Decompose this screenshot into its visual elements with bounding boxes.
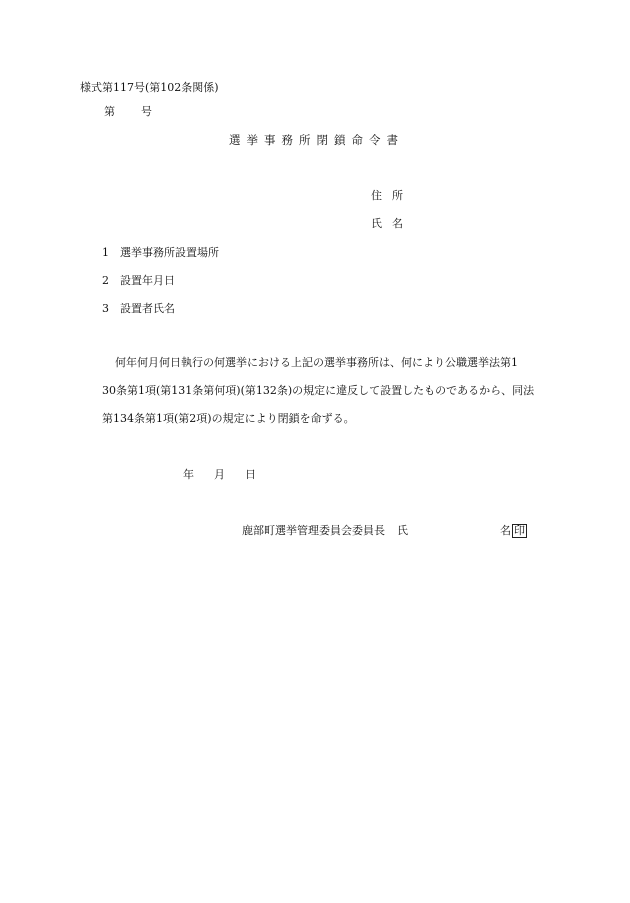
signer-organization: 鹿部町選挙管理委員会委員長 — [242, 524, 385, 537]
item-founder-name — [102, 302, 175, 316]
body-line-2: 30条第1項(第131条第何項)(第132条)の規定に違反して設置したものであるから、同法 — [102, 384, 535, 397]
item-office-location — [102, 246, 219, 260]
item-established-date — [102, 274, 175, 288]
signer-name-label-a: 氏 — [397, 524, 408, 537]
address-char-1: 住 — [371, 189, 382, 202]
name-char-1: 氏 — [371, 217, 382, 230]
item-number: 3 — [102, 302, 109, 315]
form-number: 様式第117号(第102条関係) — [80, 81, 219, 94]
signer-name-seal — [500, 524, 527, 538]
item-label: 設置年月日 — [120, 274, 175, 287]
name-char-2: 名 — [392, 217, 403, 230]
doc-number-prefix: 第 — [104, 105, 115, 118]
signer-line — [242, 524, 408, 538]
item-number: 1 — [102, 246, 109, 259]
date-year: 年 — [183, 468, 194, 481]
body-line-3: 第134条第1項(第2項)の規定により閉鎖を命ずる。 — [102, 412, 355, 425]
signer-name-label-b: 名 — [500, 524, 511, 537]
document-number — [104, 105, 152, 119]
seal-mark: 印 — [514, 524, 525, 537]
recipient-address-label — [371, 189, 403, 203]
item-label: 設置者氏名 — [120, 302, 175, 315]
date-month: 月 — [214, 468, 225, 481]
recipient-name-label — [371, 217, 403, 231]
issue-date — [183, 468, 256, 482]
item-label: 選挙事務所設置場所 — [120, 246, 219, 259]
doc-number-suffix: 号 — [141, 105, 152, 118]
body-line-1: 何年何月何日執行の何選挙における上記の選挙事務所は、何により公職選挙法第1 — [115, 356, 518, 369]
date-day: 日 — [245, 468, 256, 481]
item-number: 2 — [102, 274, 109, 287]
address-char-2: 所 — [392, 189, 403, 202]
document-title: 選挙事務所閉鎖命令書 — [229, 133, 404, 147]
